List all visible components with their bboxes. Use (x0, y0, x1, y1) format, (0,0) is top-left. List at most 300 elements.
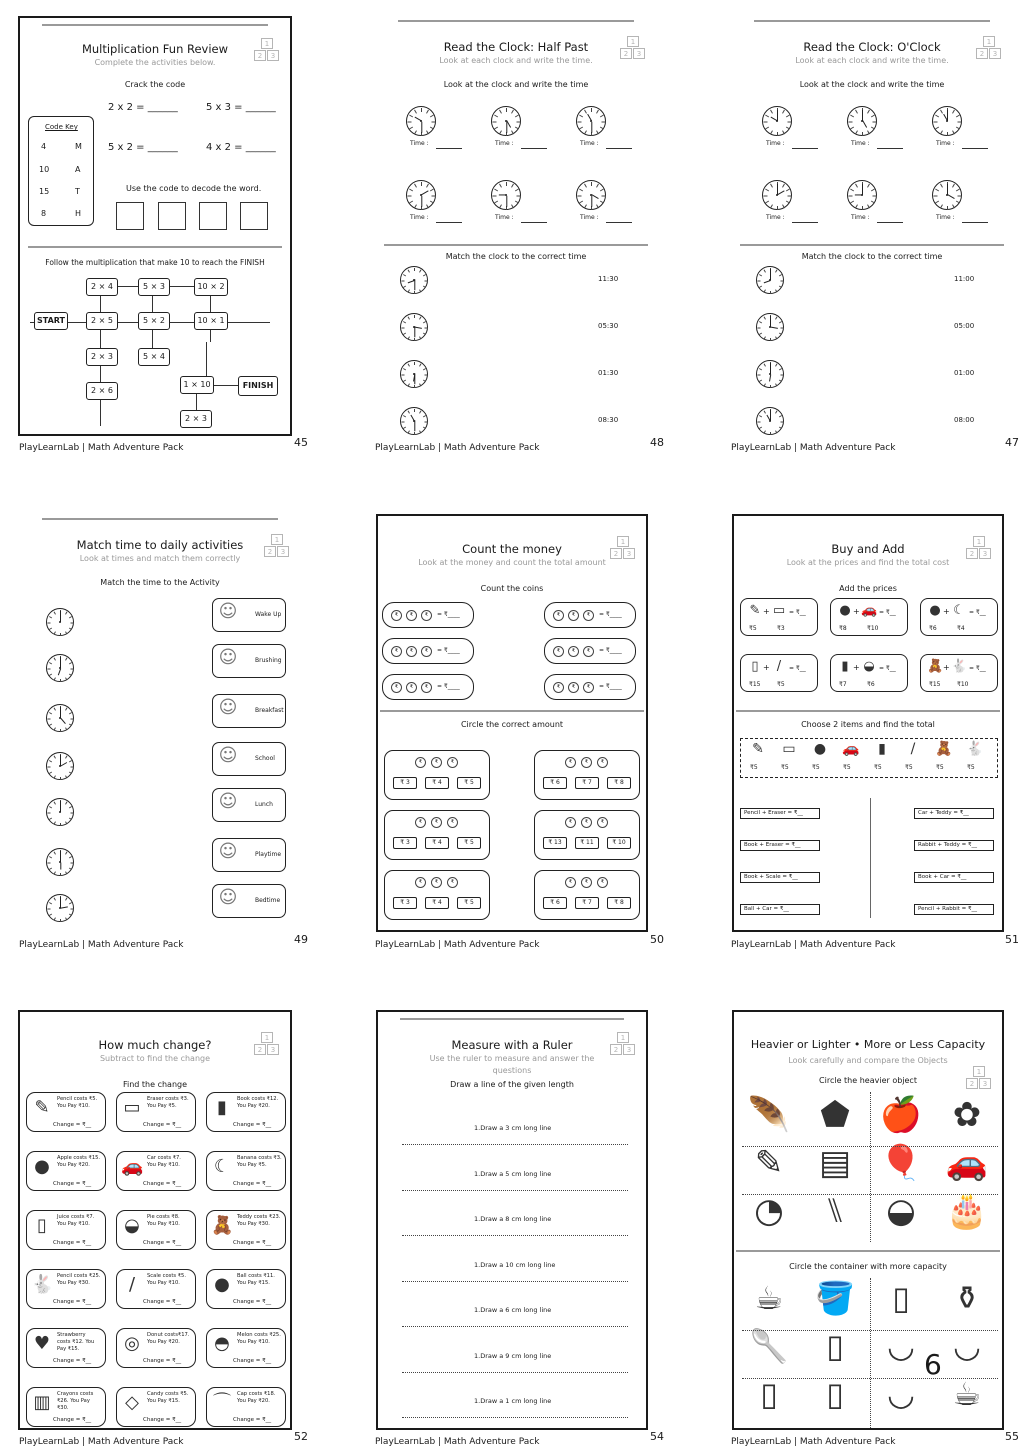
clock-tick (764, 363, 767, 366)
combo-field[interactable]: Book + Car = ₹__ (914, 872, 994, 883)
item-icon: ☾ (213, 1156, 231, 1177)
item-info: Teddy costs ₹23. (237, 1214, 281, 1220)
coin-row (544, 674, 636, 700)
time-option[interactable]: 08:00 (954, 416, 975, 424)
container-icon[interactable]: ⚱ (953, 1279, 981, 1317)
number-blocks-icon: 1 2 3 (264, 534, 290, 560)
decode-instruction: Use the code to decode the word. (126, 184, 262, 193)
clock-tick (49, 817, 52, 820)
page-title: Count the money (462, 542, 562, 556)
clock-tick (403, 274, 406, 277)
item-icon[interactable]: 🚗 (842, 741, 860, 757)
change-blank[interactable]: Change = ₹__ (53, 1417, 92, 1423)
clock-tick (934, 196, 938, 197)
equation: 5 x 2 = ______ (108, 142, 178, 153)
clock-tick (780, 422, 783, 423)
clock-tick (850, 127, 854, 130)
item-icon: ◒ (124, 1215, 140, 1236)
combo-field[interactable]: Pencil + Rabbit = ₹__ (914, 904, 994, 915)
combo-field[interactable]: Book + Scale = ₹__ (740, 872, 820, 883)
change-blank[interactable]: Change = ₹__ (53, 1122, 92, 1128)
clock-tick (940, 110, 943, 114)
answer-line[interactable] (877, 222, 903, 223)
time-option[interactable]: 11:00 (954, 275, 975, 283)
clock-tick (414, 131, 417, 135)
clock-face (406, 180, 436, 210)
time-option[interactable]: 05:00 (954, 322, 975, 330)
answer-blank[interactable]: = ₹__ (969, 609, 986, 616)
time-label: Time : (766, 140, 785, 147)
amount-option[interactable]: ₹ 13 (543, 837, 567, 849)
equation: 2 x 2 = ______ (108, 102, 178, 113)
answer-blank[interactable]: = ₹__ (879, 609, 896, 616)
change-blank[interactable]: Change = ₹__ (53, 1181, 92, 1187)
clock-tick (780, 375, 783, 376)
clock-tick (855, 205, 858, 209)
answer-line[interactable] (521, 148, 547, 149)
time-option[interactable]: 01:30 (598, 369, 619, 377)
clock-face (46, 848, 74, 876)
clock-tick (867, 110, 870, 114)
answer-line[interactable] (521, 222, 547, 223)
worksheet-page-51 (732, 514, 1004, 932)
answer-blank[interactable]: = ₹____ (437, 611, 460, 618)
amount-option[interactable]: ₹ 8 (607, 777, 631, 789)
clock-tick (49, 913, 52, 916)
answer-box[interactable] (199, 202, 227, 230)
amount-option[interactable]: ₹ 4 (425, 897, 449, 909)
clock-tick (591, 206, 592, 210)
change-blank[interactable]: Change = ₹__ (233, 1122, 272, 1128)
item-icon: ⌒ (213, 1392, 231, 1413)
amount-option[interactable]: ₹ 4 (425, 837, 449, 849)
rupee-coin-icon: ₹ (568, 646, 579, 657)
clock-tick (600, 201, 604, 204)
change-blank[interactable]: Change = ₹__ (233, 1299, 272, 1305)
item-info: Apple costs ₹15. (57, 1155, 101, 1161)
clock-tick (49, 806, 52, 809)
change-blank[interactable]: Change = ₹__ (233, 1358, 272, 1364)
hour-hand (771, 326, 778, 329)
drawing-line[interactable] (402, 1417, 628, 1418)
maze-node[interactable]: 2 × 4 (86, 278, 118, 296)
answer-blank[interactable]: = ₹____ (599, 611, 622, 618)
item-icon[interactable]: ● (813, 741, 827, 757)
maze-node[interactable]: 2 × 3 (86, 348, 118, 366)
answer-line[interactable] (877, 148, 903, 149)
minute-hand (421, 121, 422, 132)
amount-card (534, 870, 640, 920)
combo-field[interactable]: Car + Teddy = ₹__ (914, 808, 994, 819)
container-icon[interactable]: ◡ (953, 1327, 981, 1365)
clock-tick (862, 132, 863, 136)
time-label: Time : (410, 214, 429, 221)
activity-picture-icon: ☺ (218, 841, 238, 862)
clock-tick (511, 205, 514, 209)
item-icon[interactable]: ▮ (878, 741, 886, 757)
answer-blank[interactable]: = ₹__ (879, 665, 896, 672)
change-card (206, 1269, 286, 1309)
object-icon[interactable]: ✎ (754, 1143, 784, 1183)
section-heading: Count the coins (480, 584, 544, 593)
price: ₹6 (867, 681, 875, 688)
change-card (116, 1151, 196, 1191)
clock-tick (956, 189, 960, 192)
answer-box[interactable] (240, 202, 268, 230)
object-icon[interactable]: ◒ (886, 1191, 916, 1231)
clock-tick (775, 410, 778, 413)
equation: 4 x 2 = ______ (206, 142, 276, 153)
instruction: 1.Draw a 10 cm long line (474, 1260, 556, 1269)
amount-option[interactable]: ₹ 3 (393, 897, 417, 909)
container-icon[interactable]: ▯ (826, 1375, 844, 1413)
change-blank[interactable]: Change = ₹__ (233, 1240, 272, 1246)
change-blank[interactable]: Change = ₹__ (53, 1299, 92, 1305)
amount-option[interactable]: ₹ 4 (425, 777, 449, 789)
section-heading: Add the prices (839, 584, 897, 593)
rupee-coin-icon: ₹ (391, 646, 402, 657)
price: ₹8 (839, 625, 847, 632)
amount-option[interactable]: ₹ 5 (457, 897, 481, 909)
answer-blank[interactable]: = ₹____ (599, 647, 622, 654)
item-info: Ball costs ₹11. (237, 1273, 275, 1279)
code-key-letter: H (75, 209, 82, 218)
minute-hand (60, 755, 61, 766)
clock-tick (48, 863, 51, 864)
clock-tick (54, 755, 57, 758)
change-blank[interactable]: Change = ₹__ (143, 1358, 182, 1364)
clock-tick (60, 777, 61, 780)
time-label: Time : (936, 140, 955, 147)
object-icon[interactable]: 🚗 (945, 1143, 989, 1183)
code-key-letter: T (75, 187, 80, 196)
hour-hand (410, 414, 415, 421)
change-card (206, 1328, 286, 1368)
item-info: You Pay ₹20. (237, 1398, 270, 1404)
number-blocks-icon: 1 2 3 (254, 1032, 280, 1058)
amount-option[interactable]: ₹ 7 (575, 897, 599, 909)
clock-tick (855, 110, 858, 114)
change-blank[interactable]: Change = ₹__ (53, 1358, 92, 1364)
amount-card (384, 750, 490, 800)
hour-hand (499, 194, 507, 195)
item-icon: 🐇 (951, 659, 968, 674)
hour-hand (862, 121, 867, 128)
drawing-line[interactable] (402, 1190, 628, 1191)
item-icon: ◓ (214, 1333, 230, 1354)
answer-line[interactable] (436, 222, 462, 223)
clock-tick (403, 285, 406, 288)
worksheet-page-48 (376, 16, 656, 436)
clock-tick (414, 291, 415, 294)
time-option[interactable]: 08:30 (598, 416, 619, 424)
clock-tick (579, 115, 583, 118)
clock-tick (54, 631, 57, 634)
maze-node[interactable]: 5 × 3 (138, 278, 170, 296)
maze-node[interactable]: 10 × 1 (194, 312, 228, 330)
clock-tick (49, 712, 52, 715)
amount-card (534, 810, 640, 860)
combo-field[interactable]: Ball + Car = ₹__ (740, 904, 820, 915)
page-number: 52 (294, 1430, 308, 1443)
activity-card[interactable] (212, 742, 286, 776)
container-icon[interactable]: 🪣 (815, 1279, 855, 1317)
capacity-heading: Circle the container with more capacity (789, 1262, 947, 1271)
clock-face (576, 180, 606, 210)
answer-blank[interactable]: = ₹____ (437, 683, 460, 690)
answer-blank[interactable]: = ₹____ (599, 683, 622, 690)
page-subtitle: Look carefully and compare the Objects (788, 1056, 948, 1065)
time-option[interactable]: 01:00 (954, 369, 975, 377)
change-blank[interactable]: Change = ₹__ (53, 1240, 92, 1246)
clock-tick (850, 201, 854, 204)
maze-node[interactable]: 2 × 6 (86, 382, 118, 400)
object-icon[interactable]: 🎈 (879, 1143, 923, 1183)
maze-start[interactable]: START (34, 312, 68, 330)
price: ₹15 (929, 681, 941, 688)
activity-card[interactable] (212, 598, 286, 632)
maze-finish[interactable]: FINISH (238, 376, 278, 396)
minute-hand (591, 195, 592, 206)
answer-blank[interactable]: = ₹____ (437, 647, 460, 654)
clock-tick (770, 338, 771, 341)
clock-tick (764, 316, 767, 319)
change-blank[interactable]: Change = ₹__ (233, 1417, 272, 1423)
rupee-coin-icon: ₹ (406, 682, 417, 693)
item-info: ₹30. (57, 1405, 69, 1411)
rupee-coin-icon: ₹ (447, 877, 458, 888)
hour-hand (587, 114, 592, 121)
footer-text: PlayLearnLab | Math Adventure Pack (19, 940, 184, 950)
clock-tick (775, 336, 778, 339)
clock-tick (506, 206, 507, 210)
clock-tick (70, 909, 73, 910)
container-icon[interactable]: ◡ (887, 1375, 915, 1413)
maze-node[interactable]: 10 × 2 (194, 278, 228, 296)
amount-option[interactable]: ₹ 6 (543, 897, 567, 909)
clock-tick (786, 201, 790, 204)
change-blank[interactable]: Change = ₹__ (143, 1181, 182, 1187)
clock-tick (759, 321, 762, 324)
change-blank[interactable]: Change = ₹__ (233, 1181, 272, 1187)
clock-face (847, 106, 877, 136)
minute-hand (506, 195, 507, 206)
amount-option[interactable]: ₹ 11 (575, 837, 599, 849)
clock-tick (403, 415, 406, 418)
clock-tick (600, 189, 604, 192)
answer-line[interactable] (436, 148, 462, 149)
page-title: Multiplication Fun Review (81, 42, 229, 56)
change-blank[interactable]: Change = ₹__ (143, 1417, 182, 1423)
answer-line[interactable] (962, 148, 988, 149)
change-blank[interactable]: Change = ₹__ (143, 1122, 182, 1128)
amount-option[interactable]: ₹ 3 (393, 777, 417, 789)
activity-card[interactable] (212, 644, 286, 678)
item-icon[interactable]: ▭ (782, 741, 796, 757)
clock-tick (65, 917, 68, 920)
clock-tick (426, 205, 429, 209)
section-heading: Draw a line of the given length (450, 1080, 574, 1089)
clock-tick (935, 201, 939, 204)
amount-option[interactable]: ₹ 5 (457, 777, 481, 789)
amount-option[interactable]: ₹ 3 (393, 837, 417, 849)
object-icon[interactable]: ⑊ (824, 1191, 846, 1231)
maze-node[interactable]: 5 × 4 (138, 348, 170, 366)
clock-face (46, 894, 74, 922)
time-label: Time : (936, 214, 955, 221)
clock-face (400, 266, 428, 294)
activity-label: Brushing (255, 657, 282, 664)
clock-tick (408, 430, 411, 433)
container-icon[interactable]: ▯ (760, 1375, 778, 1413)
drawing-line[interactable] (402, 1144, 628, 1145)
clock-tick (69, 673, 72, 676)
clock-tick (515, 115, 519, 118)
item-icon[interactable]: 🐇 (966, 741, 984, 757)
rupee-coin-icon: ₹ (568, 610, 579, 621)
item-info: You Pay ₹20. (147, 1339, 180, 1345)
heavier-heading: Circle the heavier object (819, 1076, 917, 1085)
activity-card[interactable] (212, 788, 286, 822)
answer-line[interactable] (962, 222, 988, 223)
item-icon[interactable]: / (910, 741, 916, 757)
clock-tick (65, 775, 68, 778)
item-icon[interactable]: ✎ (752, 741, 764, 757)
object-icon[interactable]: ▤ (818, 1143, 852, 1183)
object-icon[interactable]: 🍎 (879, 1095, 923, 1135)
answer-blank[interactable]: = ₹__ (969, 665, 986, 672)
answer-line[interactable] (606, 148, 632, 149)
rupee-coin-icon: ₹ (447, 817, 458, 828)
answer-line[interactable] (792, 148, 818, 149)
clock-tick (414, 362, 415, 365)
drawing-line[interactable] (402, 1281, 628, 1282)
item-icon: ● (34, 1156, 50, 1177)
clock-tick (423, 426, 426, 429)
answer-blank[interactable]: = ₹__ (789, 665, 806, 672)
activity-card[interactable] (212, 838, 286, 872)
answer-line[interactable] (606, 222, 632, 223)
item-icon: / (128, 1274, 136, 1295)
combo-field[interactable]: Rabbit + Teddy = ₹__ (914, 840, 994, 851)
drawing-line[interactable] (402, 1235, 628, 1236)
clock-tick (579, 201, 583, 204)
minute-hand (506, 121, 507, 132)
container-icon[interactable]: ☕ (754, 1279, 784, 1317)
change-blank[interactable]: Change = ₹__ (143, 1299, 182, 1305)
answer-box[interactable] (158, 202, 186, 230)
amount-option[interactable]: ₹ 7 (575, 777, 599, 789)
clock-tick (408, 336, 411, 339)
object-icon[interactable]: ⬟ (820, 1095, 850, 1135)
rupee-coin-icon: ₹ (406, 646, 417, 657)
top-rule (42, 24, 268, 26)
page-number: 48 (650, 436, 664, 449)
clock-tick (49, 902, 52, 905)
combo-field[interactable]: Book + Eraser = ₹__ (740, 840, 820, 851)
clock-tick (424, 328, 427, 329)
item-info: costs ₹12. You (57, 1339, 95, 1345)
clock-tick (873, 196, 877, 197)
clock-tick (765, 201, 769, 204)
activity-card[interactable] (212, 694, 286, 728)
clock-tick (49, 673, 52, 676)
minute-hand (60, 801, 61, 812)
maze-node[interactable]: 2 × 5 (86, 312, 118, 330)
footer-text: PlayLearnLab | Math Adventure Pack (375, 443, 540, 453)
time-label: Time : (410, 140, 429, 147)
clock-tick (424, 422, 427, 423)
minute-hand (947, 184, 948, 195)
clock-tick (423, 285, 426, 288)
container-icon[interactable]: ▯ (892, 1279, 910, 1317)
container-icon[interactable]: ▯ (826, 1327, 844, 1365)
drawing-line[interactable] (402, 1326, 628, 1327)
time-option[interactable]: 05:30 (598, 322, 619, 330)
rupee-coin-icon: ₹ (597, 817, 608, 828)
item-info: You Pay ₹5. (237, 1162, 267, 1168)
clock-tick (764, 383, 767, 386)
footer-text: PlayLearnLab | Math Adventure Pack (375, 1437, 540, 1447)
amount-option[interactable]: ₹ 8 (607, 897, 631, 909)
answer-line[interactable] (792, 222, 818, 223)
item-info: Pencil costs ₹5. (57, 1096, 98, 1102)
maze-node[interactable]: 1 × 10 (180, 376, 214, 394)
drawing-line[interactable] (402, 1372, 628, 1373)
object-icon[interactable]: ◔ (754, 1191, 784, 1231)
change-blank[interactable]: Change = ₹__ (143, 1240, 182, 1246)
time-option[interactable]: 11:30 (598, 275, 619, 283)
price: ₹5 (749, 625, 757, 632)
object-icon[interactable]: 🎂 (945, 1191, 989, 1231)
activity-card[interactable] (212, 884, 286, 918)
maze-node[interactable]: 2 × 3 (180, 410, 212, 428)
clock-face (756, 313, 784, 341)
item-icon[interactable]: 🧸 (935, 741, 953, 757)
clock-tick (494, 201, 498, 204)
answer-box[interactable] (116, 202, 144, 230)
object-icon[interactable]: ✿ (952, 1095, 982, 1135)
container-icon[interactable]: ◡ (887, 1327, 915, 1365)
rupee-coin-icon: ₹ (421, 682, 432, 693)
container-icon[interactable]: 🥄 (749, 1327, 789, 1365)
combo-field[interactable]: Pencil + Eraser = ₹__ (740, 808, 820, 819)
container-icon[interactable]: ☕ (952, 1375, 982, 1413)
rupee-coin-icon: ₹ (583, 646, 594, 657)
answer-blank[interactable]: = ₹__ (789, 609, 806, 616)
clock-tick (65, 755, 68, 758)
footer-text: PlayLearnLab | Math Adventure Pack (731, 1437, 896, 1447)
maze-node[interactable]: 5 × 2 (138, 312, 170, 330)
item-info: You Pay ₹10. (57, 1221, 90, 1227)
price: ₹7 (839, 681, 847, 688)
top-rule (42, 518, 278, 520)
clock-tick (408, 122, 412, 123)
clock-tick (849, 122, 853, 123)
amount-option[interactable]: ₹ 10 (607, 837, 631, 849)
clock-tick (775, 430, 778, 433)
page-subtitle: Complete the activities below. (94, 58, 216, 67)
instruction: 1.Draw a 8 cm long line (474, 1215, 552, 1223)
clock-tick (54, 897, 57, 900)
amount-option[interactable]: ₹ 6 (543, 777, 567, 789)
change-card (206, 1210, 286, 1250)
object-icon[interactable]: 🪶 (747, 1095, 791, 1135)
column-divider (870, 1278, 871, 1428)
item-price: ₹5 (936, 764, 944, 771)
amount-option[interactable]: ₹ 5 (457, 837, 481, 849)
time-label: Time : (766, 214, 785, 221)
